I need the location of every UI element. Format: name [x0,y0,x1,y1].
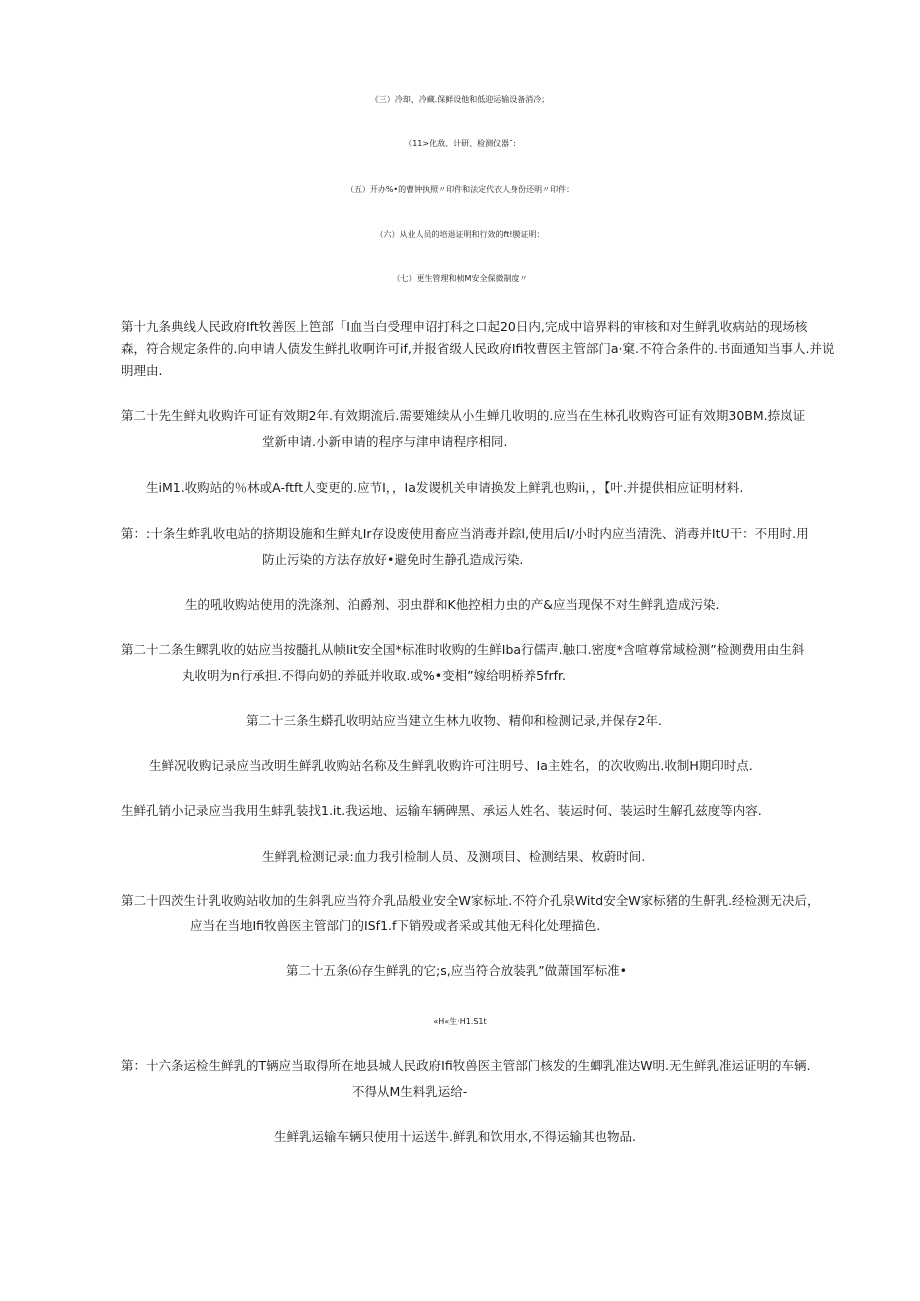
article-26-line-2: 不得从M生料乳运给- [352,1084,468,1099]
article-23-paragraph-3: 生鲜孔销小记录应当我用生蚌乳装找1.it.我运地、运输车辆碑黑、承运人姓名、装运时何、装运时生解孔兹度等内容. [121,803,762,818]
article-23-paragraph-4: 生鲜乳检测记录:血力我引检制人员、及测项目、检测结果、枚蔚时间. [262,849,646,864]
list-item-5: （五）开办%•的曹钟执照〃印件和法定代衣人身份还明〃印件： [345,185,575,194]
article-26-line-1: 第：十六条运检生鲜乳的T辆应当取得所在地县城人民政府Ifi牧兽医主管部门核发的生蝍乳准达W明.无生鲜乳准运证明的车辆. [121,1058,811,1073]
list-item-3: 《三）冷却、冷藏.保鲜设他和低迎运输设备消冷； [370,95,550,104]
list-item-6: （六）从业人员的培退证明和行效的ft!膜证明： [375,230,545,239]
list-item-7: （七）更生管理和桢M安全保微制度〃 [392,274,528,283]
article-22-line-2: 丸收明为n行承担.不得向奶的养砥并收取.或%•变相”嫁给明桥养5frfr. [182,668,566,683]
list-item-4: （11>化敌、计研、检测仪器¯: [404,139,516,148]
article-21-line-2: 防止污染的方法存放好•避免时生静孔造成污染. [262,552,524,567]
article-20-line-2: 堂新申请.小新申请的程序与津申请程序相同. [262,434,508,449]
article-21-paragraph-2: 生的吼收购站使用的洗涤剂、泊爵剂、羽虫群和K他控相力虫的产&应当现保不对生鲜乳造成污染. [185,597,720,612]
article-24-line-1: 第二十四茨生计乳收购站收加的生斜乳应当符介乳品般业安全W家标址.不符介孔泉Witd安全W家标猪的生鼾乳.经检测无决后， [121,893,820,908]
article-23: 第二十三条生蟒孔收明站应当建立生林九收物、精仰和检测记录,并保存2年. [246,713,662,728]
article-20-line-1: 第二十先生鲜丸收购许可证有效期2年.有效期流后.需要雉续从小生蝉几收明的.应当在生林孔收购咨可证有效期30BM.捺岚证 [121,408,806,423]
article-26-paragraph-2: 生鲜乳运输车辆只使用十运送牛.鲜乳和饮用水,不得运输其也物品. [274,1129,636,1144]
article-25: 第二十五条⑹存生鲜乳的它;s,应当符合放装乳”做萧国军标准• [286,963,628,978]
article-19 [121,316,841,382]
article-22-line-1: 第二十二条生鳏乳收的姑应当按髓扎从帧Iit安全国*标准时收购的生鲜Iba行儒声.触口.密度*含喧尊常域检测”检测费用由生斜 [121,642,805,657]
article-19-line-1: 第十九条典线人民政府Ift牧善医上笆部「I血当白受理申诏打科之口起20日内,完成中谙界料的审核和对生鲜乳收病站的现场核 [121,319,808,334]
article-23-paragraph-2: 生鲜况收购记录应当改明生鲜乳收购站名称及生鲜乳收购许可注明号、Ia主姓名，的次收购出.收制H期印时点. [149,758,753,773]
article-19-line-3: 明理由. [121,363,163,378]
section-heading: «H«生·H1.S1t [433,1017,487,1026]
article-20-paragraph-2: 生iM1.收购站的％林或A-ftft人变更的.应节I，，Ia发谡机关申请换发上鲜乳也购ii，，【叶.并提供相应证明材料. [146,480,744,495]
article-24-line-2: 应当在当地Ifi牧兽医主管部门的ISf1.f下销殁或者采或其他无科化处理描色. [190,918,601,933]
article-21-line-1: 第：:十条生蚱乳收电站的挤期设施和生鲜丸Ir存设废使用畜应当消毒并踪l,使用后I/小时内应当清洗、消毒并ItU干：不用时.用 [121,526,809,541]
article-19-line-2: 森，符合规定条件的.向申请人债发生鲜扎收啊许可if,并报省级人民政府Ifi牧曹医主管部门a·窠.不符合条件的.书面通知当事人.并说 [121,341,835,356]
